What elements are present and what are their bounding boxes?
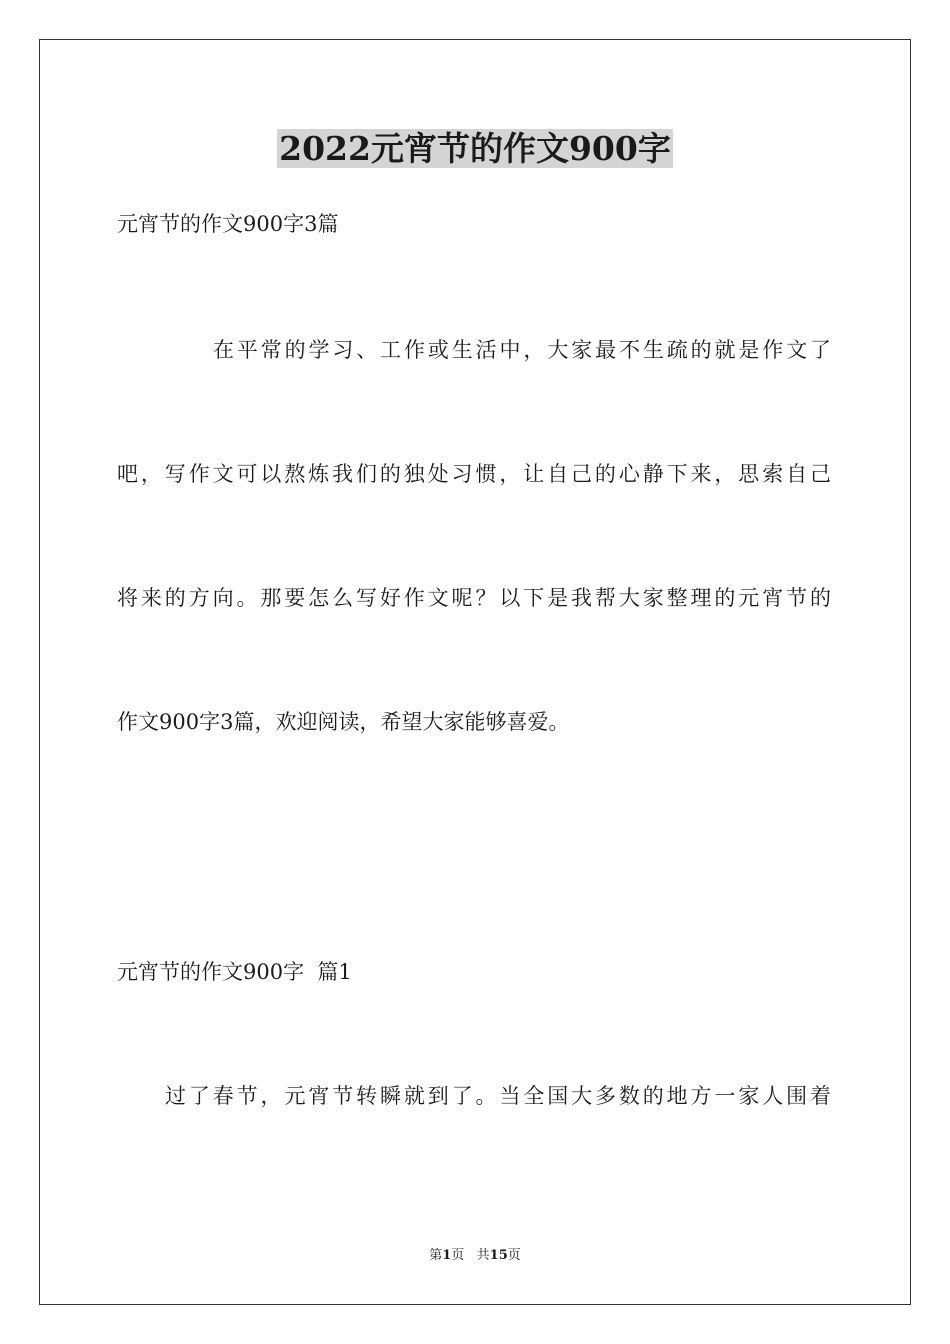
page-label-suffix: 页: [507, 1248, 521, 1263]
page-total: 15: [489, 1248, 508, 1263]
page-label-mid: 页 共: [451, 1248, 490, 1263]
page-footer: [0, 1247, 950, 1265]
intro-line: 作文900字3篇，欢迎阅读，希望大家能够喜爱。: [117, 710, 570, 734]
page-label-prefix: 第: [429, 1248, 443, 1263]
document-subtitle: 元宵节的作文900字3篇: [117, 212, 339, 236]
document-title-text: 2022元宵节的作文900字: [279, 129, 671, 168]
section-heading: 元宵节的作文900字 篇1: [117, 960, 352, 984]
body-line: 过了春节，元宵节转瞬就到了。当全国大多数的地方一家人围着: [165, 1084, 831, 1108]
intro-line: 在平常的学习、工作或生活中，大家最不生疏的就是作文了: [213, 338, 831, 362]
document-title: [0, 126, 950, 172]
intro-line: 将来的方向。那要怎么写好作文呢？以下是我帮大家整理的元宵节的: [117, 586, 831, 610]
page-current: 1: [442, 1248, 452, 1263]
intro-line: 吧，写作文可以熬炼我们的独处习惯，让自己的心静下来，思索自己: [117, 462, 831, 486]
